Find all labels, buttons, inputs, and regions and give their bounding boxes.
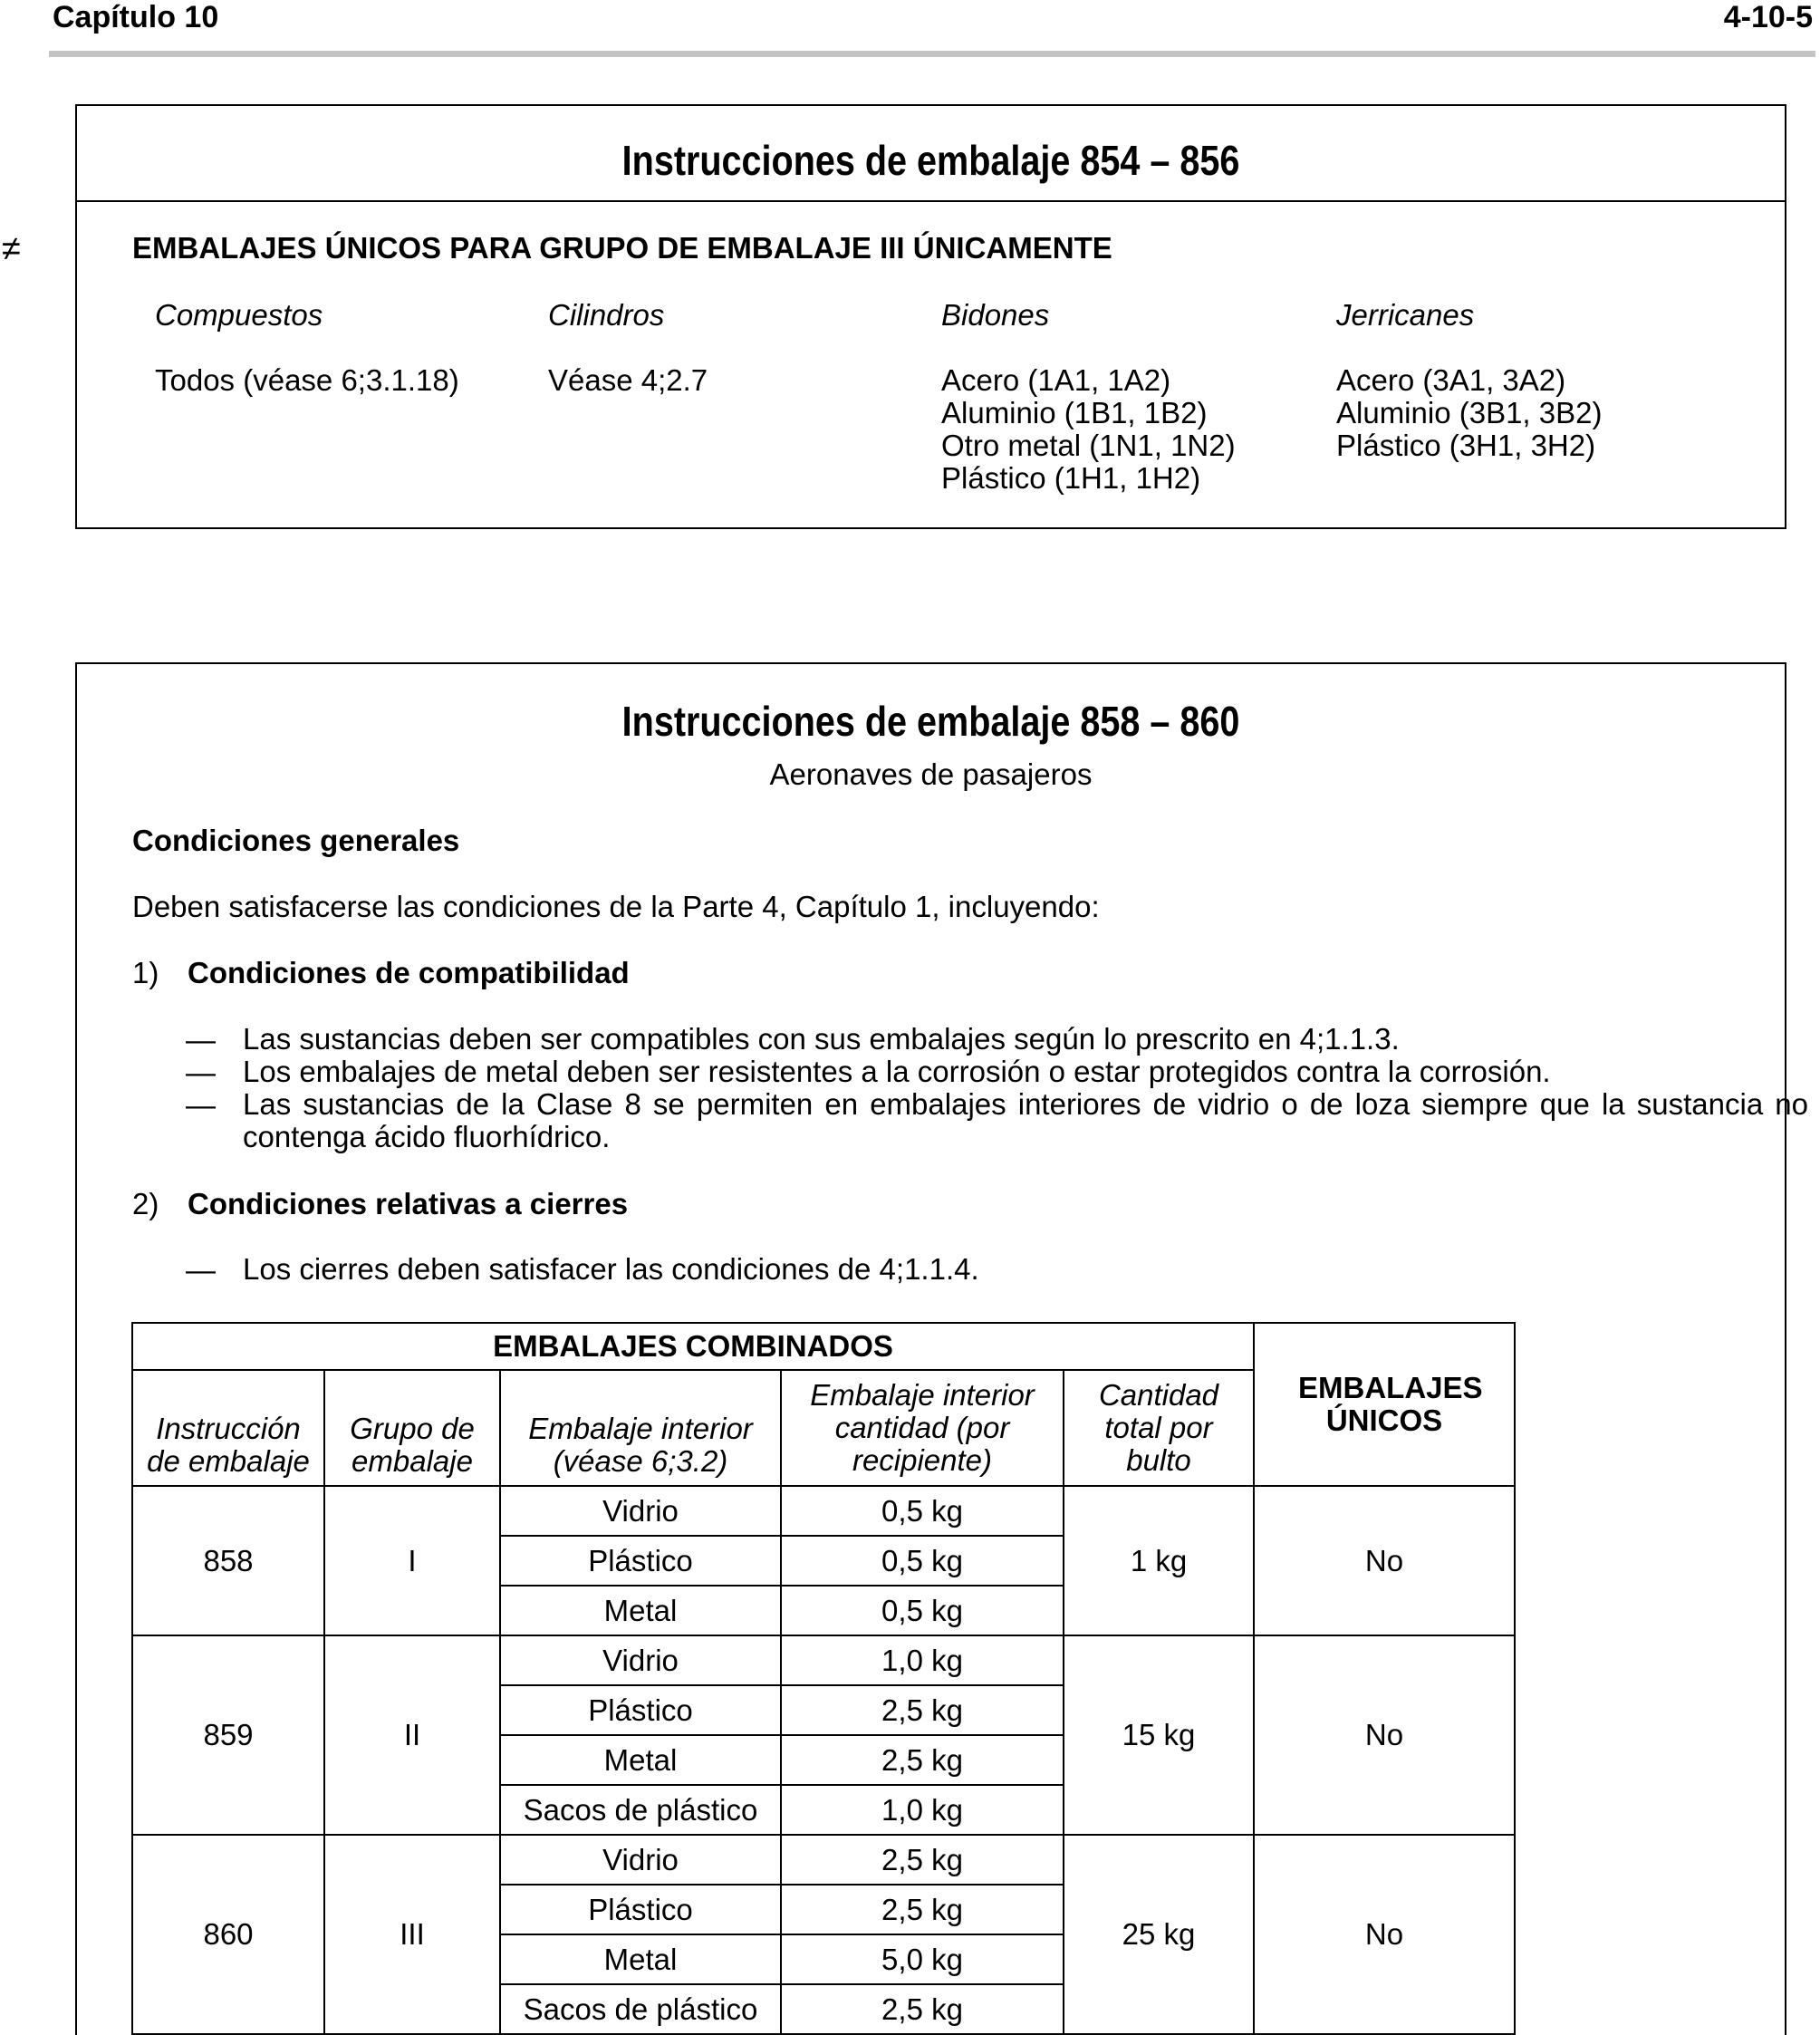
single-packagings-header bbox=[1254, 1323, 1515, 1486]
packing-instruction-box-858-860 bbox=[75, 662, 1808, 2035]
page-number: 4-10-5 bbox=[1723, 0, 1813, 34]
inner-type-cell: Vidrio bbox=[500, 1835, 781, 1885]
single-packagings-header-text: EMBALAJES ÚNICOS bbox=[1298, 1371, 1483, 1437]
inner-type-cell: Plástico bbox=[500, 1885, 781, 1934]
inner-qty-cell: 0,5 kg bbox=[781, 1486, 1064, 1536]
box-title: Instrucciones de embalaje 854 – 856 bbox=[621, 137, 1240, 184]
table-row bbox=[132, 1486, 1515, 1536]
inner-qty-cell: 2,5 kg bbox=[781, 1835, 1064, 1885]
single-cell: No bbox=[1254, 1635, 1515, 1835]
bullet-dash: — bbox=[186, 1023, 216, 1056]
list-item: Acero (3A1, 3A2) bbox=[1336, 363, 1566, 397]
instruction-cell: 859 bbox=[132, 1635, 324, 1835]
list-item: Véase 4;2.7 bbox=[548, 363, 708, 397]
column-header-text: Embalaje interior cantidad (por recipiente) bbox=[810, 1378, 1035, 1477]
general-conditions-intro: Deben satisfacerse las condiciones de la Parte 4, Capítulo 1, incluyendo: bbox=[132, 890, 1100, 923]
column-header-bidones: Bidones bbox=[941, 298, 1050, 332]
inner-type-cell: Metal bbox=[500, 1586, 781, 1635]
column-list-bidones bbox=[941, 364, 1236, 495]
inner-qty-cell: 0,5 kg bbox=[781, 1586, 1064, 1635]
table-row bbox=[132, 1635, 1515, 1685]
column-header-text: Instrucción de embalaje bbox=[147, 1412, 310, 1478]
inner-type-cell: Vidrio bbox=[500, 1486, 781, 1536]
inner-type-cell: Metal bbox=[500, 1934, 781, 1984]
list-item: Todos (véase 6;3.1.18) bbox=[155, 363, 459, 397]
inner-qty-cell: 2,5 kg bbox=[781, 1984, 1064, 2034]
section-number: 1) bbox=[132, 956, 159, 989]
group-cell: I bbox=[324, 1486, 500, 1635]
instruction-cell: 860 bbox=[132, 1835, 324, 2034]
list-item: Acero (1A1, 1A2) bbox=[941, 363, 1171, 397]
section-title-compatibility: Condiciones de compatibilidad bbox=[188, 956, 630, 989]
column-header-inner-qty bbox=[781, 1370, 1064, 1486]
column-header-instruction bbox=[132, 1370, 324, 1486]
column-list-cilindros bbox=[548, 364, 708, 397]
column-header-jerricanes: Jerricanes bbox=[1336, 298, 1475, 332]
instruction-cell: 858 bbox=[132, 1486, 324, 1635]
chapter-label: Capítulo 10 bbox=[53, 0, 219, 34]
inner-qty-cell: 2,5 kg bbox=[781, 1735, 1064, 1785]
list-item: Plástico (1H1, 1H2) bbox=[941, 461, 1201, 495]
condition-bullet: Las sustancias de la Clase 8 se permiten en embalajes interiores de vidrio o de loza siempre que la sustancia no contenga ácido fluorhídrico. bbox=[243, 1087, 1808, 1153]
inner-type-cell: Plástico bbox=[500, 1685, 781, 1735]
inner-qty-cell: 1,0 kg bbox=[781, 1785, 1064, 1835]
bullet-dash: — bbox=[186, 1056, 216, 1089]
group-cell: III bbox=[324, 1835, 500, 2034]
column-header-group bbox=[324, 1370, 500, 1486]
total-cell: 25 kg bbox=[1064, 1835, 1254, 2034]
list-item: Aluminio (1B1, 1B2) bbox=[941, 396, 1208, 429]
table-header-row bbox=[132, 1323, 1515, 1370]
combined-packagings-header: EMBALAJES COMBINADOS bbox=[132, 1323, 1254, 1370]
box-title-row bbox=[77, 106, 1785, 202]
section-number: 2) bbox=[132, 1187, 159, 1220]
inner-type-cell: Sacos de plástico bbox=[500, 1984, 781, 2034]
column-header-text: Cantidad total por bulto bbox=[1098, 1378, 1219, 1477]
change-mark: ≠ bbox=[2, 230, 21, 268]
column-header-inner bbox=[500, 1370, 781, 1486]
bullet-dash: — bbox=[186, 1253, 216, 1287]
column-list-jerricanes bbox=[1336, 364, 1602, 462]
packing-instruction-box-854-856 bbox=[75, 104, 1786, 529]
condition-bullet: Los cierres deben satisfacer las condiciones de 4;1.1.4. bbox=[243, 1252, 979, 1286]
table-row bbox=[132, 1835, 1515, 1885]
single-cell: No bbox=[1254, 1835, 1515, 2034]
list-item: Plástico (3H1, 3H2) bbox=[1336, 429, 1596, 462]
column-list-compuestos bbox=[155, 364, 459, 397]
column-header-text: Grupo de embalaje bbox=[350, 1412, 475, 1478]
box-title: Instrucciones de embalaje 858 – 860 bbox=[621, 698, 1240, 745]
inner-qty-cell: 2,5 kg bbox=[781, 1685, 1064, 1735]
header-divider bbox=[49, 51, 1815, 57]
inner-type-cell: Vidrio bbox=[500, 1635, 781, 1685]
condition-bullet: Los embalajes de metal deben ser resistentes a la corrosión o estar protegidos contra la corrosión. bbox=[243, 1055, 1551, 1088]
inner-type-cell: Plástico bbox=[500, 1536, 781, 1586]
list-item: Otro metal (1N1, 1N2) bbox=[941, 429, 1236, 462]
inner-qty-cell: 5,0 kg bbox=[781, 1934, 1064, 1984]
inner-type-cell: Sacos de plástico bbox=[500, 1785, 781, 1835]
single-packagings-heading: EMBALAJES ÚNICOS PARA GRUPO DE EMBALAJE III ÚNICAMENTE bbox=[132, 231, 1112, 265]
total-cell: 1 kg bbox=[1064, 1486, 1254, 1635]
condition-bullet: Las sustancias deben ser compatibles con sus embalajes según lo prescrito en 4;1.1.3. bbox=[243, 1022, 1400, 1056]
inner-qty-cell: 2,5 kg bbox=[781, 1885, 1064, 1934]
inner-type-cell: Metal bbox=[500, 1735, 781, 1785]
inner-qty-cell: 0,5 kg bbox=[781, 1536, 1064, 1586]
box-subtitle: Aeronaves de pasajeros bbox=[769, 757, 1093, 791]
single-cell: No bbox=[1254, 1486, 1515, 1635]
total-cell: 15 kg bbox=[1064, 1635, 1254, 1835]
list-item: Aluminio (3B1, 3B2) bbox=[1336, 396, 1603, 429]
packing-quantity-table bbox=[131, 1322, 1516, 2035]
section-title-closures: Condiciones relativas a cierres bbox=[188, 1187, 629, 1220]
column-header-text: Embalaje interior (véase 6;3.2) bbox=[528, 1412, 753, 1478]
column-header-total bbox=[1064, 1370, 1254, 1486]
column-header-cilindros: Cilindros bbox=[548, 298, 665, 332]
inner-qty-cell: 1,0 kg bbox=[781, 1635, 1064, 1685]
group-cell: II bbox=[324, 1635, 500, 1835]
bullet-dash: — bbox=[186, 1088, 216, 1122]
column-header-compuestos: Compuestos bbox=[155, 298, 323, 332]
general-conditions-heading: Condiciones generales bbox=[132, 824, 460, 857]
